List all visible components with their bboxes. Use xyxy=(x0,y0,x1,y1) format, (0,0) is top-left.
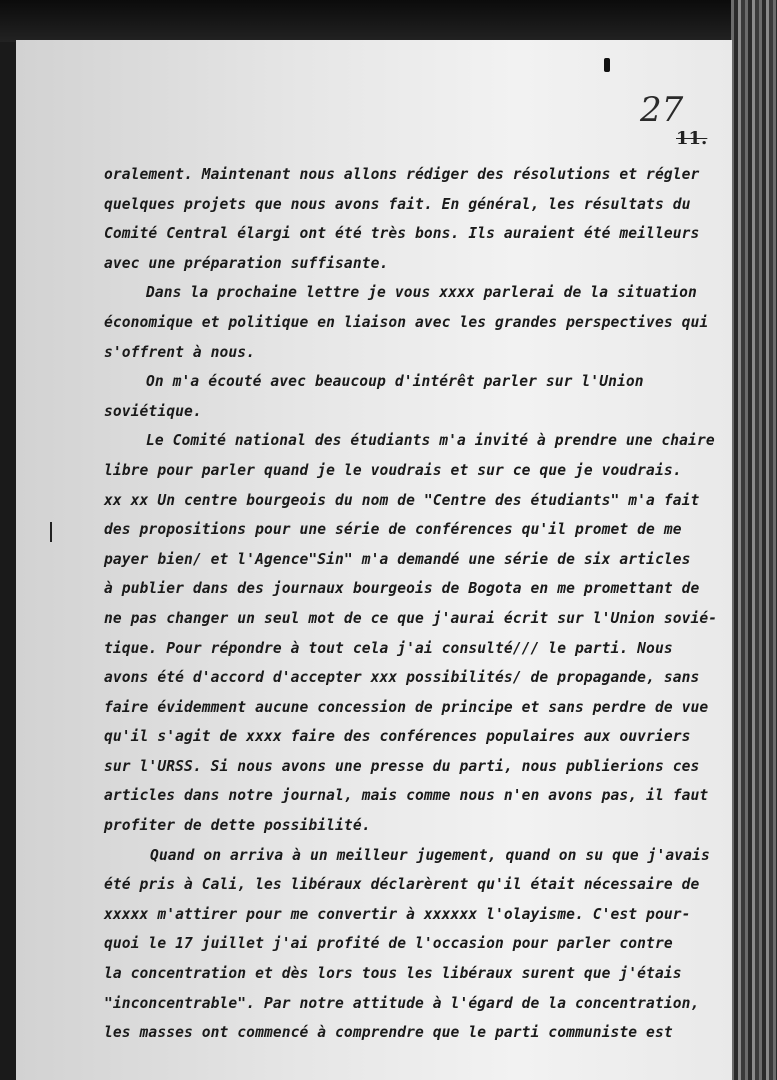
text-line: les masses ont commencé à comprendre que le parti communiste est xyxy=(104,1024,673,1042)
text-line: quelques projets que nous avons fait. En général, les résultats du xyxy=(104,195,691,213)
text-line: avec une préparation suffisante. xyxy=(104,254,389,272)
text-line: Le Comité national des étudiants m'a invité à prendre une chaire xyxy=(146,432,715,450)
text-line: profiter de dette possibilité. xyxy=(104,817,371,835)
text-line: articles dans notre journal, mais comme nous n'en avons pas, il faut xyxy=(104,787,709,805)
margin-mark xyxy=(50,522,52,542)
text-line: libre pour parler quand je le voudrais et sur ce que je voudrais. xyxy=(104,461,682,479)
text-line: oralement. Maintenant nous allons rédiger des résolutions et régler xyxy=(104,166,700,183)
text-line: des propositions pour une série de conférences qu'il promet de me xyxy=(104,521,682,539)
text-line: Quand on arriva à un meilleur jugement, quand on su que j'avais xyxy=(150,846,710,864)
text-line: sur l'URSS. Si nous avons une presse du parti, nous publierions ces xyxy=(104,757,700,775)
text-line: ne pas changer un seul mot de ce que j'aurai écrit sur l'Union sovié- xyxy=(104,609,718,627)
text-line: "inconcentrable". Par notre attitude à l'égard de la concentration, xyxy=(104,994,700,1012)
text-line: avons été d'accord d'accepter xxx possibilités/ de propagande, sans xyxy=(104,669,700,687)
text-line: payer bien/ et l'Agence"Sin" m'a demandé une série de six articles xyxy=(104,550,691,568)
text-line: à publier dans des journaux bourgeois de Bogota en me promettant de xyxy=(104,580,700,598)
text-line: été pris à Cali, les libéraux déclarèrent qu'il était nécessaire de xyxy=(104,876,700,894)
page-number-crossed: 11. xyxy=(676,128,708,149)
text-line: faire évidemment aucune concession de principe et sans perdre de vue xyxy=(104,698,709,716)
text-line: Dans la prochaine lettre je vous xxxx parlerai de la situation xyxy=(146,284,697,302)
page-number: 27 xyxy=(640,90,684,130)
text-line: xx xx Un centre bourgeois du nom de "Centre des étudiants" m'a fait xyxy=(104,491,700,509)
scan-border-top xyxy=(0,0,777,42)
text-line: On m'a écouté avec beaucoup d'intérêt parler sur l'Union xyxy=(146,373,644,391)
text-line: s'offrent à nous. xyxy=(104,343,256,361)
text-line: Comité Central élargi ont été très bons. Ils auraient été meilleurs xyxy=(104,225,700,243)
text-line: la concentration et dès lors tous les libéraux surent que j'étais xyxy=(104,965,682,983)
ink-mark xyxy=(604,58,610,72)
text-line: tique. Pour répondre à tout cela j'ai consulté/// le parti. Nous xyxy=(104,639,673,657)
text-line: xxxxx m'attirer pour me convertir à xxxxxx l'olayisme. C'est pour- xyxy=(104,905,691,923)
text-line: économique et politique en liaison avec les grandes perspectives qui xyxy=(104,313,709,331)
scan-border-right xyxy=(731,0,777,1080)
typewritten-body xyxy=(104,160,730,1048)
text-line: soviétique. xyxy=(104,402,202,420)
text-line: qu'il s'agit de xxxx faire des conférences populaires aux ouvriers xyxy=(104,728,691,746)
text-line: quoi le 17 juillet j'ai profité de l'occasion pour parler contre xyxy=(104,935,673,953)
